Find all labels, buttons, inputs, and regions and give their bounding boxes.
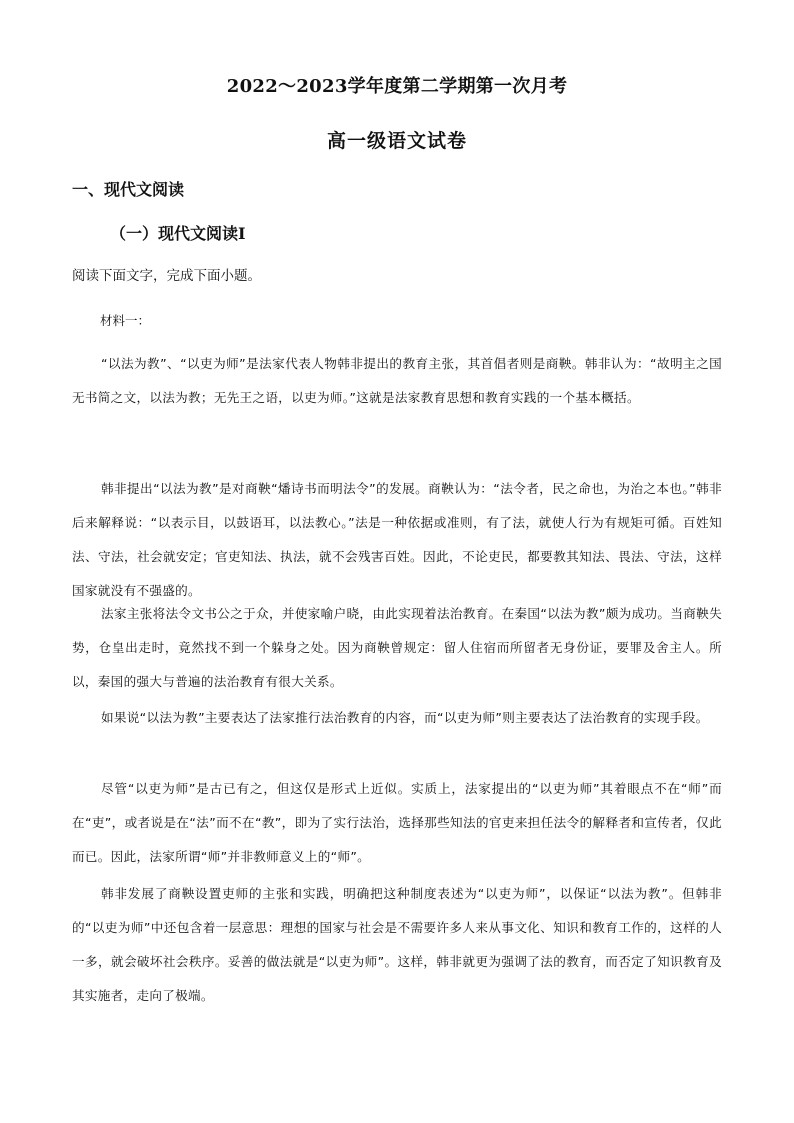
paragraph: “以法为教”、“以吏为师”是法家代表人物韩非提出的教育主张，其首倡者则是商鞅。韩非认为：“故明主之国无书简之文，以法为教；无先王之语，以吏为师。”这就是法家教育思想和教育实践的一个基本概括。 bbox=[72, 356, 722, 405]
exam-title: 2022～2023学年度第二学期第一次月考 bbox=[226, 76, 568, 97]
exam-subtitle: 高一级语文试卷 bbox=[326, 130, 467, 152]
subsection-heading: （一）现代文阅读Ⅰ bbox=[110, 224, 246, 243]
reading-instruction: 阅读下面文字，完成下面小题。 bbox=[72, 268, 261, 284]
paragraph: 法家主张将法令文书公之于众，并使家喻户晓，由此实现着法治教育。在秦国“以法为教”颇为成功。当商鞅失势，仓皇出走时，竟然找不到一个躲身之处。因为商鞅曾规定：留人住宿而所留者无身份证，要罪及舍主人。所以，秦国的强大与普遍的法治教育有很大关系。 bbox=[72, 606, 722, 689]
paragraph: 韩非发展了商鞅设置吏师的主张和实践，明确把这种制度表述为“以吏为师”，以保证“以法为教”。但韩非的“以吏为师”中还包含着一层意思：理想的国家与社会是不需要许多人来从事文化、知识和教育工作的，这样的人一多，就会破坏社会秩序。妥善的做法就是“以吏为师”。这样，韩非就更为强调了法的教育，而否定了知识教育及其实施者，走向了极端。 bbox=[72, 886, 722, 1003]
paragraph: 尽管“以吏为师”是古已有之，但这仅是形式上近似。实质上，法家提出的“以吏为师”其着眼点不在“师”而在“吏”，或者说是在“法”而不在“教”，即为了实行法治，选择那些知法的官吏来担任法令的解释者和宣传者，仅此而已。因此，法家所谓“师”并非教师意义上的“师”。 bbox=[72, 781, 722, 864]
paragraph: 韩非提出“以法为教”是对商鞅“燔诗书而明法令”的发展。商鞅认为：“法令者，民之命也，为治之本也。”韩非后来解释说：“以表示目，以鼓语耳，以法教心。”法是一种依据或准则，有了法，就使人行为有规矩可循。百姓知法、守法，社会就安定；官吏知法、执法，就不会残害百姓。因此，不论吏民，都要教其知法、畏法、守法，这样国家就没有不强盛的。 bbox=[72, 481, 722, 598]
paragraph: 如果说“以法为教”主要表达了法家推行法治教育的内容，而“以吏为师”则主要表达了法治教育的实现手段。 bbox=[101, 710, 709, 725]
section-heading: 一、现代文阅读 bbox=[72, 180, 185, 199]
material-label: 材料一： bbox=[100, 313, 151, 328]
